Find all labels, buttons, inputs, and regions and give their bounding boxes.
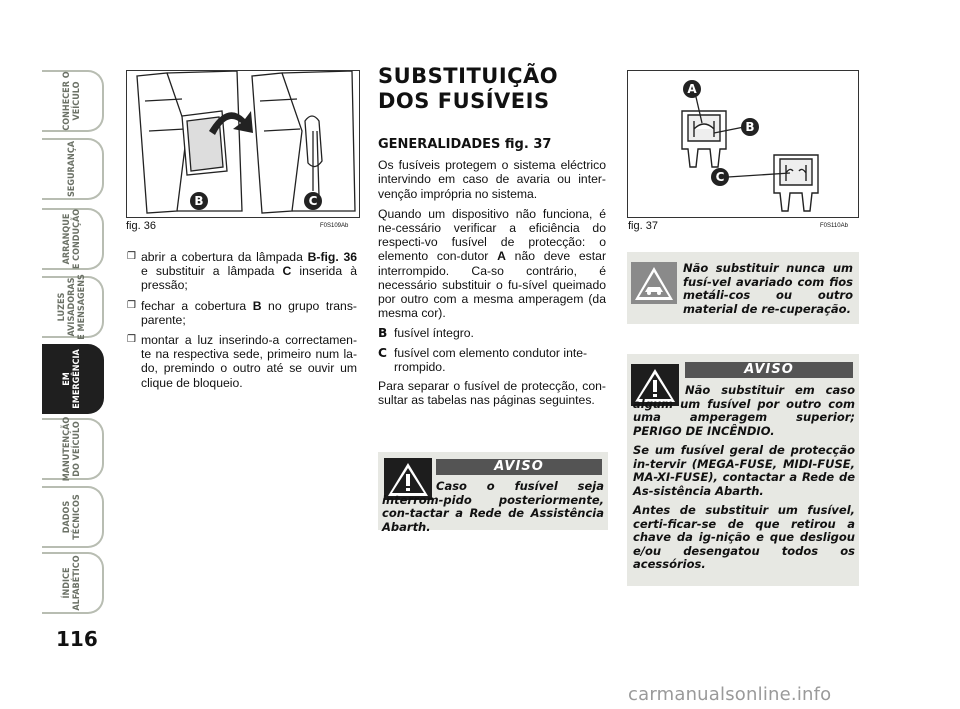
callout-a: A <box>687 82 697 96</box>
warning-box-middle <box>378 452 608 534</box>
list-item: ❒ abrir a cobertura da lâmpada B-fig. 36 e substituir a lâmpada C inserida à pressão; <box>127 250 358 293</box>
warning-header: AVISO <box>685 362 853 378</box>
callout-b: B <box>194 194 204 208</box>
fig37-code: F0S110Ab <box>820 223 848 229</box>
watermark: carmanualsonline.info <box>628 684 832 705</box>
callout-c: C <box>308 194 318 208</box>
tab-arranque-conducao[interactable]: ARRANQUE E CONDUÇÃO <box>42 208 104 270</box>
left-column <box>127 250 357 396</box>
definition-b: B fusível íntegro. <box>378 326 474 341</box>
paragraph: Para separar o fusível de protecção, con-sultar as tabelas nas páginas seguintes. <box>378 379 606 408</box>
tab-seguranca[interactable]: SEGURANÇA <box>42 138 104 200</box>
middle-column <box>378 138 606 413</box>
tab-conhecer-o-veiculo[interactable]: CONHECER O VEÍCULO <box>42 70 104 132</box>
note-text: Não substituir nunca um fusí-vel avariado com fios metáli-cos ou outro material de re-cuperação. <box>683 261 853 316</box>
tab-manutencao[interactable]: MANUTENÇÃO DO VEÍCULO <box>42 418 104 480</box>
fig36-code: F0S109Ab <box>320 223 349 229</box>
figure-36 <box>126 70 360 218</box>
warning-header: AVISO <box>436 459 602 475</box>
callout-c-37: C <box>715 170 725 184</box>
car-warning-icon <box>631 262 677 304</box>
fig37-label: fig. 37 <box>628 220 658 232</box>
paragraph: Quando um dispositivo não funciona, é ne-cessário verificar a eficiência do respecti-vo fusível de protecção: o elemento con-dutor A não deve estar interrompido. Ca-so contrário, é necessário substituir o fu-sível queimado por outro com a mesma amperagem (da mesma cor). <box>378 206 606 321</box>
tab-luzes-avisadoras[interactable]: LUZES AVISADORAS E MENSAGENS <box>42 276 104 338</box>
warning-box-right <box>627 354 859 586</box>
fig36-label: fig. 36 <box>126 220 156 232</box>
lamp-cover-illustration <box>127 71 359 217</box>
paragraph: Os fusíveis protegem o sistema eléctrico intervindo em caso de avaria ou inter-venção imprópria no sistema. <box>378 158 606 201</box>
section-heading: GENERALIDADES fig. 37 <box>378 137 552 152</box>
list-item: ❒ montar a luz inserindo-a correctamen-te na respectiva sede, primeiro num la-do, premindo o outro até se ouvir um clique de bloqueio. <box>127 333 357 390</box>
tab-indice-alfabetico[interactable]: ÍNDICE ALFABÉTICO <box>42 552 104 614</box>
definition-c: C fusível com elemento condutor inte-rrompido. <box>378 345 588 374</box>
list-item: ❒ fechar a cobertura B no grupo trans-parente; <box>127 298 357 327</box>
tab-dados-tecnicos[interactable]: DADOS TÉCNICOS <box>42 486 104 548</box>
warning-text: Caso o fusível seja interrom-pido posteriormente, con-tactar a Rede de Assistência Abarth. <box>382 479 604 534</box>
note-box-right <box>627 252 859 324</box>
callout-b-37: B <box>745 120 755 134</box>
page-number: 116 <box>56 627 98 651</box>
warning-text: Não substituir em caso algum um fusível por outro com uma amperagem superior; PERIGO DE INCÊNDIO. Se um fusível geral de protecção in-tervir (MEGA-FUSE, MIDI-FUSE, MA-XI-FUSE), contactar a Rede de As-sistência Abarth. Antes de substituir um fusível, certi-ficar-se de que retirou a chave da ig-nição e que desligou e/ou desengatou todos os acessórios. <box>633 383 855 571</box>
tab-em-emergencia[interactable]: EM EMERGÊNCIA <box>42 344 104 414</box>
page-title: SUBSTITUIÇÃO DOS FUSÍVEIS <box>378 64 559 113</box>
figure-37 <box>627 70 859 218</box>
fuse-illustration <box>628 71 858 217</box>
